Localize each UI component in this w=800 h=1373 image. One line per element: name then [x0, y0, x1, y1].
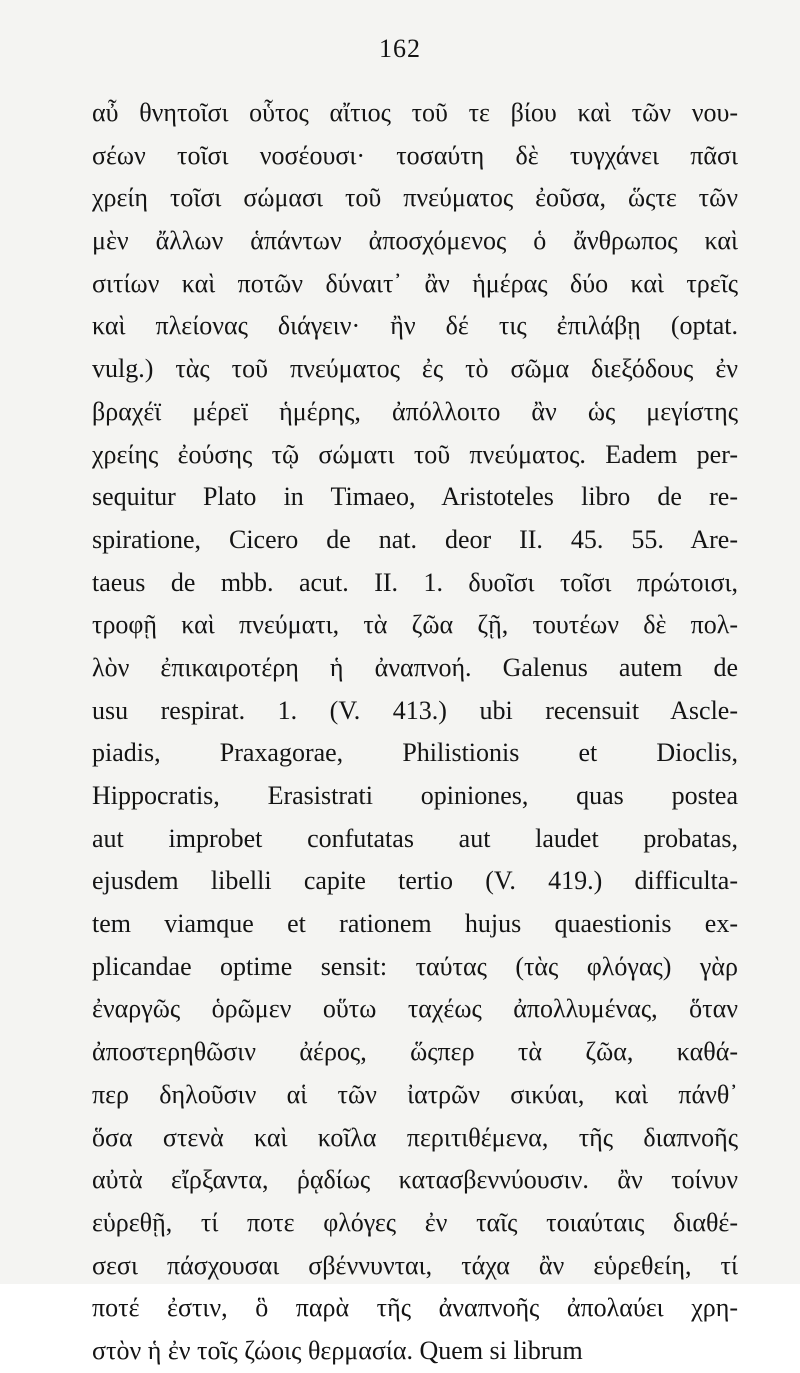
text-line: καὶ πλείονας διάγειν· ἢν δέ τις ἐπιλάβῃ (optat.: [92, 311, 738, 341]
text-line: ποτέ ἐστιν, ὃ παρὰ τῆς ἀναπνοῆς ἀπολαύει χρη-: [92, 1293, 738, 1323]
text-line: χρείης ἐούσης τῷ σώματι τοῦ πνεύματος. Eadem per-: [92, 439, 738, 469]
text-line: sequitur Plato in Timaeo, Aristoteles libro de re-: [92, 482, 738, 512]
body-text: [92, 92, 738, 1373]
text-line: σεσι πάσχουσαι σβέννυνται, τάχα ἂν εὑρεθείη, τί: [92, 1250, 738, 1280]
text-line: piadis, Praxagorae, Philistionis et Dioclis,: [92, 738, 738, 768]
text-line: στὸν ἡ ἐν τοῖς ζώοις θερμασία. Quem si librum: [92, 1335, 583, 1365]
text-line: ἐναργῶς ὁρῶμεν οὕτω ταχέως ἀπολλυμένας, ὅταν: [92, 994, 738, 1024]
text-line: usu respirat. 1. (V. 413.) ubi recensuit Ascle-: [92, 695, 738, 725]
text-line: λὸν ἐπικαιροτέρη ἡ ἀναπνοή. Galenus autem de: [92, 652, 738, 682]
text-line: taeus de mbb. acut. II. 1. δυοῖσι τοῖσι πρώτοισι,: [92, 567, 738, 597]
text-line: spiratione, Cicero de nat. deor II. 45. 55. Are-: [92, 524, 738, 554]
text-line: περ δηλοῦσιν αἱ τῶν ἰατρῶν σικύαι, καὶ πάνθ᾽: [92, 1079, 738, 1109]
text-line: αὐτὰ εἴρξαντα, ῥᾳδίως κατασβεννύουσιν. ἂν τοίνυν: [92, 1165, 738, 1195]
text-line: ejusdem libelli capite tertio (V. 419.) difficulta-: [92, 866, 738, 896]
text-line: ἀποστερηθῶσιν ἀέρος, ὥςπερ τὰ ζῶα, καθά-: [92, 1037, 738, 1067]
text-line: αὖ θνητοῖσι οὗτος αἴτιος τοῦ τε βίου καὶ τῶν νου-: [92, 98, 738, 127]
text-line: aut improbet confutatas aut laudet probatas,: [92, 823, 738, 853]
text-line: vulg.) τὰς τοῦ πνεύματος ἐς τὸ σῶμα διεξόδους ἐν: [92, 354, 738, 384]
text-line: ὅσα στενὰ καὶ κοῖλα περιτιθέμενα, τῆς διαπνοῆς: [92, 1122, 738, 1152]
text-line: χρείη τοῖσι σώμασι τοῦ πνεύματος ἐοῦσα, ὥςτε τῶν: [92, 183, 738, 213]
text-line: τροφῇ καὶ πνεύματι, τὰ ζῶα ζῇ, τουτέων δὲ πολ-: [92, 610, 738, 640]
text-line: βραχέϊ μέρεϊ ἡμέρης, ἀπόλλοιτο ἂν ὡς μεγίστης: [92, 396, 738, 426]
text-line: tem viamque et rationem hujus quaestionis ex-: [92, 909, 738, 939]
text-line: plicandae optime sensit: ταύτας (τὰς φλόγας) γὰρ: [92, 951, 738, 981]
text-line: εὑρεθῇ, τί ποτε φλόγες ἐν ταῖς τοιαύταις διαθέ-: [92, 1207, 738, 1237]
text-line: μὲν ἄλλων ἁπάντων ἀποσχόμενος ὁ ἄνθρωπος καὶ: [92, 226, 738, 256]
text-line: Hippocratis, Erasistrati opiniones, quas postea: [92, 781, 738, 810]
text-line: σιτίων καὶ ποτῶν δύναιτ᾽ ἂν ἡμέρας δύο καὶ τρεῖς: [92, 268, 738, 298]
text-line: σέων τοῖσι νοσέουσι· τοσαύτη δὲ τυγχάνει πᾶσι: [92, 140, 738, 170]
page-number: 162: [379, 34, 421, 63]
